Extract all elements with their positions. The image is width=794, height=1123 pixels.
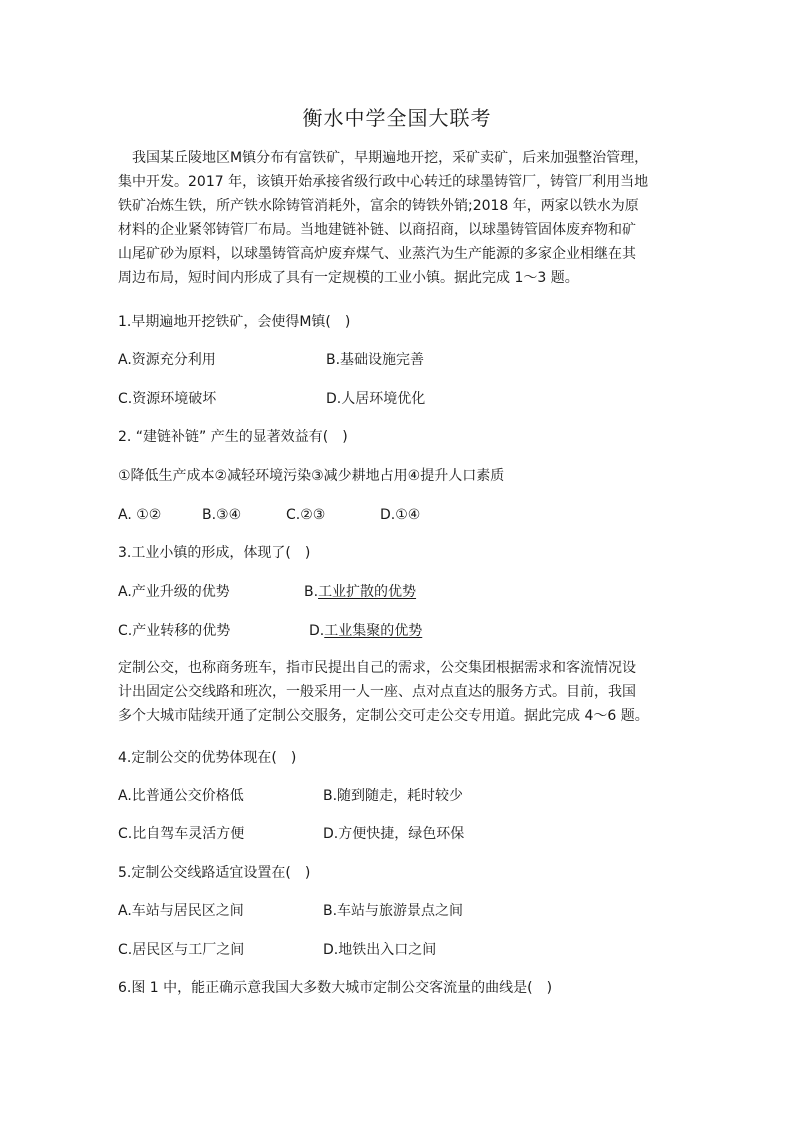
passage-line: 计出固定公交线路和班次，一般采用一人一座、点对点直达的服务方式。目前，我国 xyxy=(118,684,636,700)
passage-2 xyxy=(118,656,693,728)
question-4-option-a: A.比普通公交价格低 xyxy=(118,788,244,804)
question-4-option-c: C.比自驾车灵活方便 xyxy=(118,826,245,842)
question-1-option-c: C.资源环境破坏 xyxy=(118,391,217,407)
passage-line: 我国某丘陵地区M镇分布有富铁矿，早期遍地开挖，采矿卖矿，后来加强整治管理， xyxy=(132,150,649,166)
question-2-option-b: B.③④ xyxy=(202,507,242,523)
question-4-option-d: D.方便快捷，绿色环保 xyxy=(323,826,465,842)
question-1-option-d: D.人居环境优化 xyxy=(326,391,426,407)
page-title: 衡水中学全国大联考 xyxy=(302,106,492,130)
passage-line: 多个大城市陆续开通了定制公交服务，定制公交可走公交专用道。据此完成 4～6 题。 xyxy=(118,708,649,724)
option-text-underlined: 工业集聚的优势 xyxy=(324,623,423,639)
question-3-stem: 3.工业小镇的形成，体现了( ) xyxy=(118,545,311,561)
passage-line: 材料的企业紧邻铸管厂布局。当地建链补链、以商招商，以球墨铸管固体废弃物和矿 xyxy=(118,222,636,238)
passage-line: 周边布局，短时间内形成了具有一定规模的工业小镇。据此完成 1～3 题。 xyxy=(118,270,579,286)
question-2-option-a: A. ①② xyxy=(118,507,162,523)
question-1-stem: 1.早期遍地开挖铁矿，会使得M镇( ) xyxy=(118,314,351,330)
question-4-stem: 4.定制公交的优势体现在( ) xyxy=(118,750,297,766)
question-5-option-b: B.车站与旅游景点之间 xyxy=(323,903,464,919)
question-2-stem: 2. “建链补链” 产生的显著效益有( ) xyxy=(118,429,348,445)
question-2-option-d: D.①④ xyxy=(380,507,421,523)
question-3-option-a: A.产业升级的优势 xyxy=(118,584,230,600)
passage-line: 集中开发。2017 年，该镇开始承接省级行政中心转迁的球墨铸管厂，铸管厂利用当地 xyxy=(118,174,649,190)
passage-line: 铁矿冶炼生铁，所产铁水除铸管消耗外，富余的铸铁外销;2018 年，两家以铁水为原 xyxy=(118,198,639,214)
passage-line: 定制公交，也称商务班车，指市民提出自己的需求，公交集团根据需求和客流情况设 xyxy=(118,660,636,676)
question-4-option-b: B.随到随走，耗时较少 xyxy=(323,788,464,804)
question-3-option-d xyxy=(309,621,422,641)
question-6-stem: 6.图 1 中，能正确示意我国大多数大城市定制公交客流量的曲线是( ) xyxy=(118,980,553,996)
question-3-option-c: C.产业转移的优势 xyxy=(118,623,231,639)
question-5-stem: 5.定制公交线路适宜设置在( ) xyxy=(118,865,311,881)
question-1-option-a: A.资源充分利用 xyxy=(118,352,216,368)
option-letter: D. xyxy=(309,623,325,639)
question-5-option-d: D.地铁出入口之间 xyxy=(323,942,437,958)
question-1-option-b: B.基础设施完善 xyxy=(326,352,425,368)
passage-1 xyxy=(118,146,693,290)
question-5-option-c: C.居民区与工厂之间 xyxy=(118,942,245,958)
option-text-underlined: 工业扩散的优势 xyxy=(318,584,417,600)
option-letter: B. xyxy=(304,584,319,600)
question-5-option-a: A.车站与居民区之间 xyxy=(118,903,244,919)
passage-line: 山尾矿砂为原料，以球墨铸管高炉废弃煤气、业蒸汽为生产能源的多家企业相继在其 xyxy=(118,246,636,262)
question-2-option-c: C.②③ xyxy=(286,507,326,523)
question-3-option-b xyxy=(304,582,416,602)
question-2-items: ①降低生产成本②减轻环境污染③减少耕地占用④提升人口素质 xyxy=(118,468,505,484)
